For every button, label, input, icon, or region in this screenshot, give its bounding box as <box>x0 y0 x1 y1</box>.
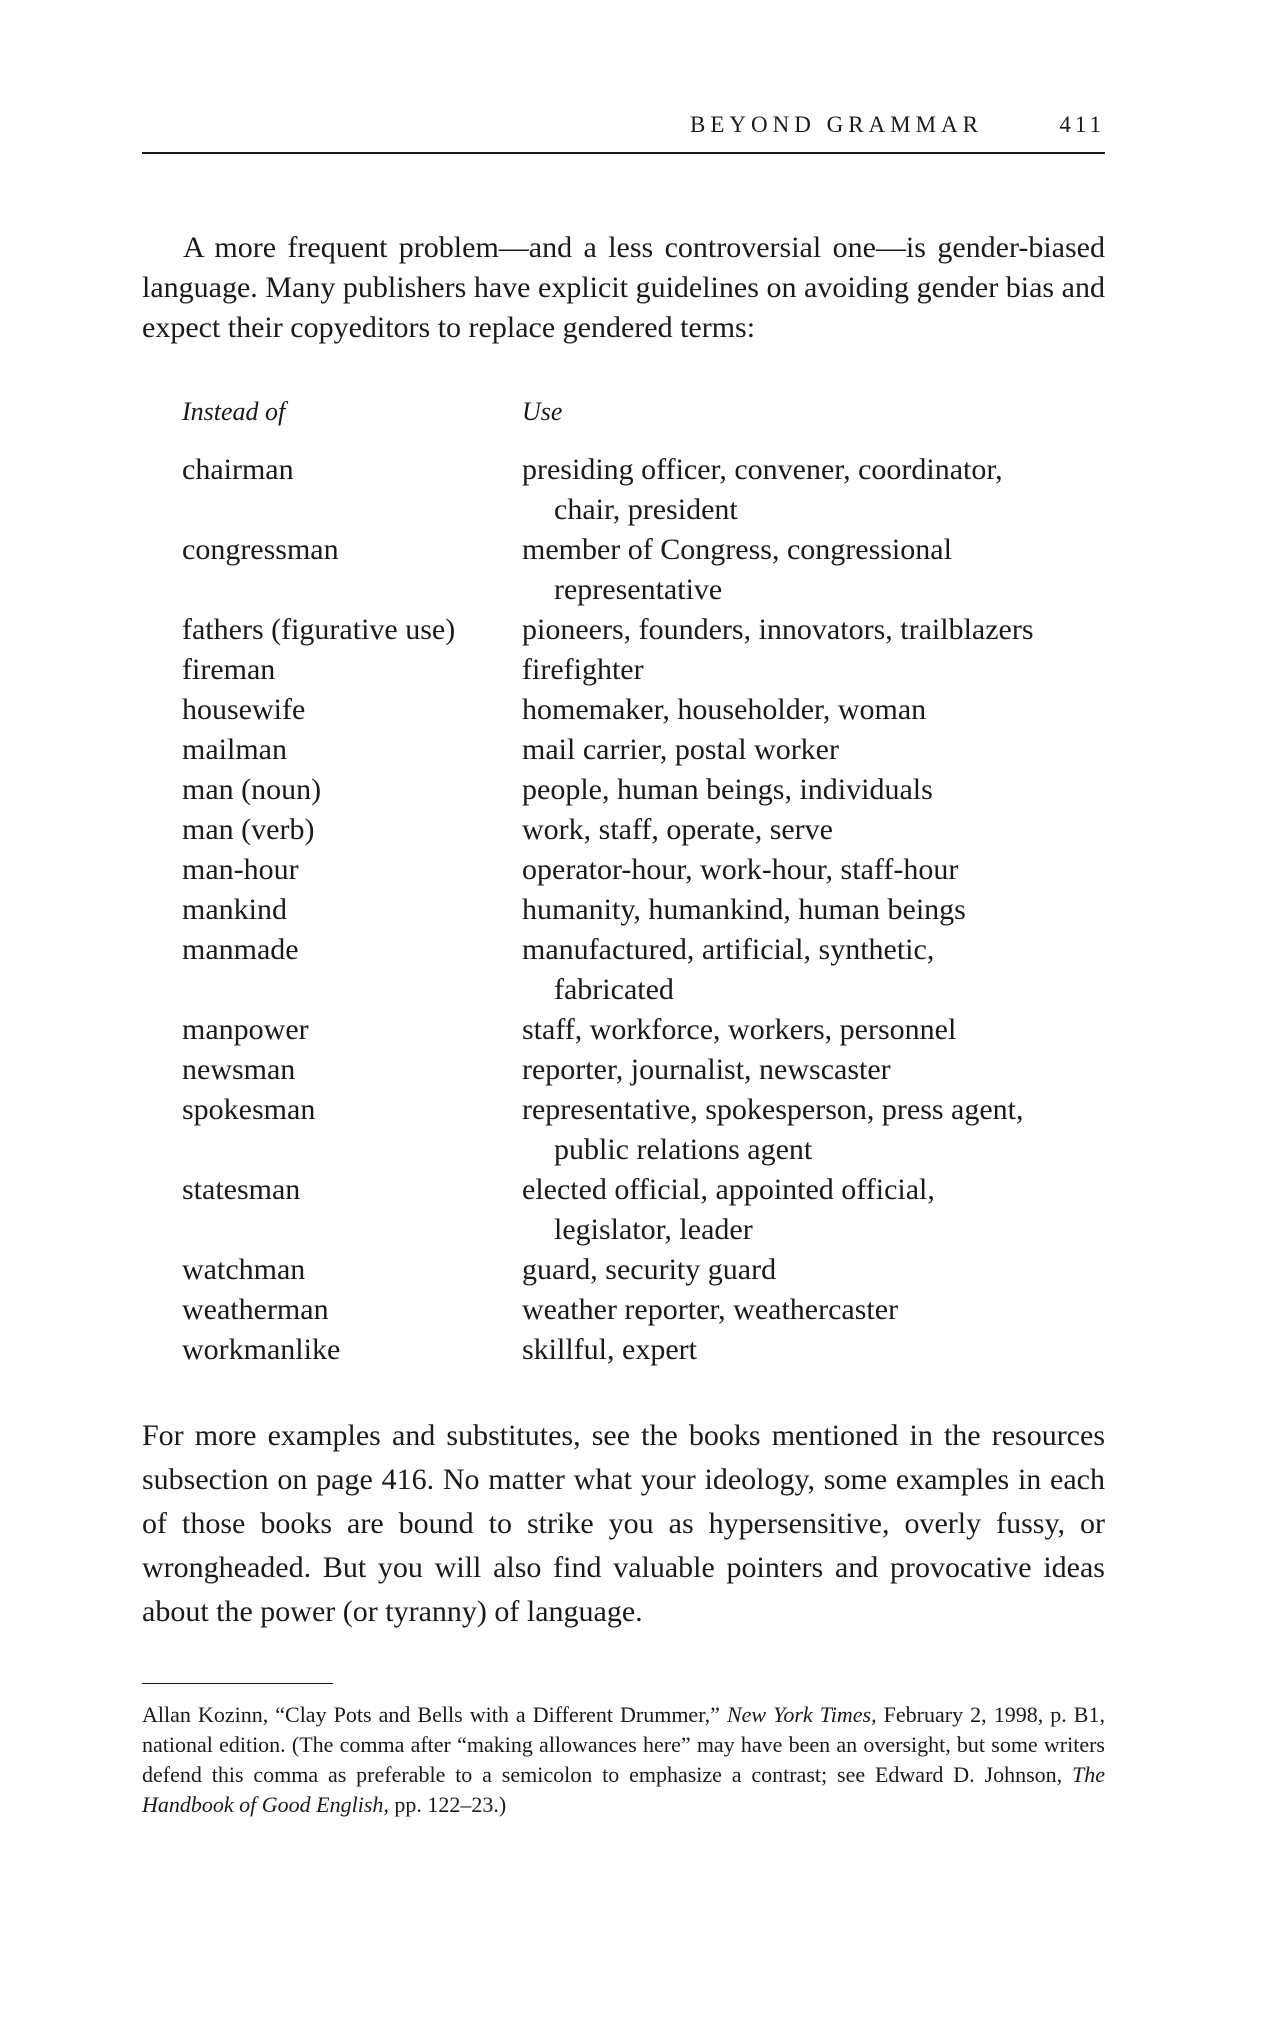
term-use <box>522 890 1062 930</box>
table-row <box>182 930 1062 1010</box>
term-instead-of: mailman <box>182 733 287 766</box>
table-row <box>182 1170 1062 1250</box>
gendered-terms-table <box>182 392 1062 1370</box>
table-row <box>182 1090 1062 1170</box>
use-line: chair, president <box>554 493 738 526</box>
page-header <box>142 112 1105 154</box>
term-instead-of: chairman <box>182 453 294 486</box>
term-use <box>522 650 1062 690</box>
use-line: fabricated <box>554 973 674 1006</box>
footnote <box>142 1700 1105 1820</box>
footnote-text-1: Allan Kozinn, “Clay Pots and Bells with a Different Drummer,” <box>142 1702 727 1727</box>
term-use <box>522 1170 1062 1250</box>
table-row <box>182 1330 1062 1370</box>
use-line: weather reporter, weathercaster <box>522 1293 899 1326</box>
term-instead-of: spokesman <box>182 1093 316 1126</box>
footnote-source-title: New York Times, <box>726 1702 877 1727</box>
term-use <box>522 1050 1062 1090</box>
table-row <box>182 1010 1062 1050</box>
use-line: legislator, leader <box>554 1213 753 1246</box>
footnote-text-2: February 2, 1998, p. B1, national edition. (The comma after “making allowances here” may have been an oversight, but some writers defend this comma as preferable to a semicolon to emphasize a contrast; see Edward D. Johnson, <box>142 1702 1105 1787</box>
term-use <box>522 690 1062 730</box>
use-line: humanity, humankind, human beings <box>522 893 966 926</box>
page-number: 411 <box>1059 112 1105 137</box>
term-use <box>522 1010 1062 1050</box>
term-use <box>522 1250 1062 1290</box>
table-row <box>182 1050 1062 1090</box>
term-use <box>522 1090 1062 1170</box>
term-instead-of: manmade <box>182 933 299 966</box>
use-line: public relations agent <box>554 1133 813 1166</box>
term-use <box>522 730 1062 770</box>
use-line: work, staff, operate, serve <box>522 813 833 846</box>
running-head: BEYOND GRAMMAR <box>690 112 983 137</box>
term-instead-of: housewife <box>182 693 306 726</box>
table-header-row <box>182 392 1062 432</box>
table-row <box>182 850 1062 890</box>
term-use <box>522 850 1062 890</box>
table-row <box>182 730 1062 770</box>
term-use <box>522 610 1062 650</box>
term-use <box>522 1330 1062 1370</box>
table-header-use: Use <box>522 397 563 426</box>
term-use <box>522 1290 1062 1330</box>
use-line: staff, workforce, workers, personnel <box>522 1013 957 1046</box>
table-row <box>182 1290 1062 1330</box>
table-rows <box>182 450 1062 1370</box>
table-row <box>182 770 1062 810</box>
table-row <box>182 530 1062 610</box>
term-instead-of: watchman <box>182 1253 306 1286</box>
table-row <box>182 650 1062 690</box>
term-instead-of: manpower <box>182 1013 309 1046</box>
use-line: homemaker, householder, woman <box>522 693 927 726</box>
term-instead-of: mankind <box>182 893 287 926</box>
use-line: elected official, appointed official, <box>522 1173 935 1206</box>
table-header-instead-of: Instead of <box>182 397 286 426</box>
term-instead-of: fireman <box>182 653 276 686</box>
table-row <box>182 610 1062 650</box>
use-line: representative, spokesperson, press agent, <box>522 1093 1024 1126</box>
use-line: skillful, expert <box>522 1333 697 1366</box>
use-line: member of Congress, congressional <box>522 533 952 566</box>
table-row <box>182 1250 1062 1290</box>
use-line: manufactured, artificial, synthetic, <box>522 933 935 966</box>
footnote-rule <box>142 1683 333 1684</box>
term-instead-of: statesman <box>182 1173 301 1206</box>
term-instead-of: newsman <box>182 1053 296 1086</box>
use-line: pioneers, founders, innovators, trailblazers <box>522 613 1034 646</box>
footnote-book-title: The Handbook of Good English, <box>142 1762 1105 1817</box>
term-use <box>522 530 1062 610</box>
term-use <box>522 450 1062 530</box>
table-row <box>182 810 1062 850</box>
use-line: people, human beings, individuals <box>522 773 933 806</box>
term-instead-of: workmanlike <box>182 1333 341 1366</box>
term-instead-of: man (verb) <box>182 813 315 846</box>
term-instead-of: weatherman <box>182 1293 329 1326</box>
use-line: mail carrier, postal worker <box>522 733 839 766</box>
use-line: firefighter <box>522 653 644 686</box>
term-use <box>522 810 1062 850</box>
term-instead-of: fathers (figurative use) <box>182 613 456 646</box>
term-use <box>522 770 1062 810</box>
use-line: guard, security guard <box>522 1253 777 1286</box>
term-use <box>522 930 1062 1010</box>
table-row <box>182 890 1062 930</box>
body-paragraph: For more examples and substitutes, see the books mentioned in the resources subsection on page 416. No matter what your ideology, some examples in each of those books are bound to strike you as hypersensitive, overly fussy, or wrongheaded. But you will also find valuable pointers and provocative ideas about the power (or tyranny) of language. <box>142 1419 1105 1628</box>
term-instead-of: congressman <box>182 533 339 566</box>
use-line: operator-hour, work-hour, staff-hour <box>522 853 959 886</box>
table-row <box>182 450 1062 530</box>
use-line: reporter, journalist, newscaster <box>522 1053 891 1086</box>
use-line: presiding officer, convener, coordinator, <box>522 453 1003 486</box>
use-line: representative <box>554 573 723 606</box>
table-row <box>182 690 1062 730</box>
term-instead-of: man-hour <box>182 853 299 886</box>
intro-paragraph: A more frequent problem—and a less controversial one—is gender-biased language. Many publishers have explicit guidelines on avoiding gender bias and expect their copyeditors to replace gendered terms: <box>142 231 1105 344</box>
term-instead-of: man (noun) <box>182 773 322 806</box>
footnote-text-3: pp. 122–23.) <box>388 1792 507 1817</box>
